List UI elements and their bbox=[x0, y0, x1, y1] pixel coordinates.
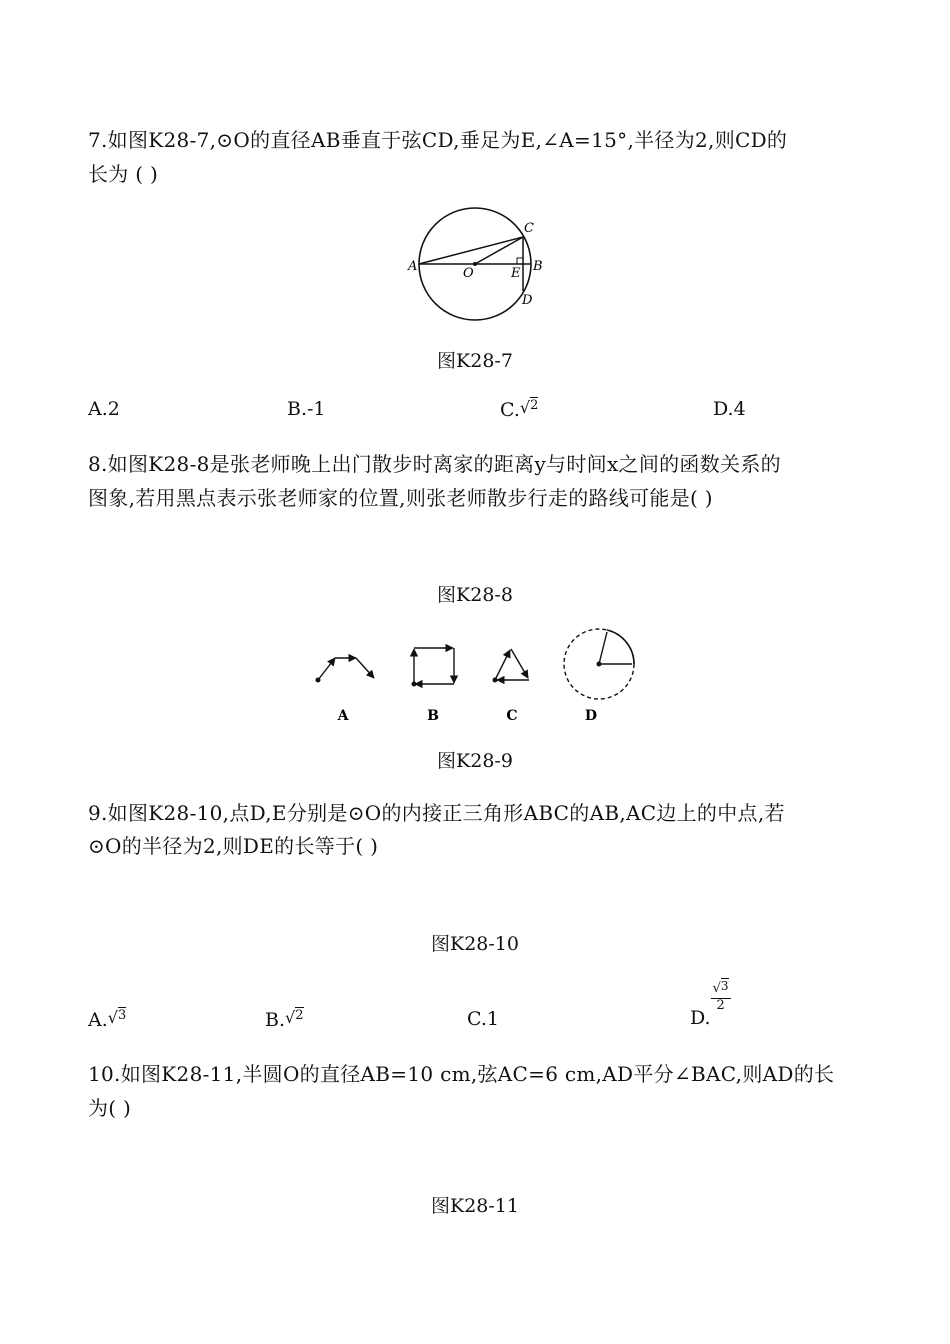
q9-option-d-radicand: 3 bbox=[720, 979, 729, 993]
fraction bbox=[711, 980, 731, 1014]
label-a: A bbox=[408, 259, 418, 274]
q9-figure-caption: 图K28-10 bbox=[431, 933, 519, 955]
q8-line-2: 图象,若用黑点表示张老师家的位置,则张老师散步行走的路线可能是( ) bbox=[88, 486, 713, 510]
sqrt-symbol: √$^3$ bbox=[107, 1008, 127, 1027]
q7-option-c-prefix: C. bbox=[500, 399, 520, 421]
q8-figure-caption-2: 图K28-9 bbox=[437, 750, 513, 772]
route-label-d: D bbox=[584, 708, 598, 724]
label-e: E bbox=[511, 266, 521, 281]
q9-option-b-radicand: 2 bbox=[295, 1008, 304, 1023]
label-d: D bbox=[522, 293, 533, 308]
label-b: B bbox=[533, 259, 543, 274]
q7-option-b: B.-1 bbox=[287, 398, 326, 420]
q9-option-a-radicand: 3 bbox=[117, 1008, 127, 1023]
route-label-c: C bbox=[506, 708, 518, 724]
route-figures bbox=[300, 622, 650, 732]
q10-figure-caption: 图K28-11 bbox=[431, 1195, 519, 1217]
q7-option-d: D.4 bbox=[713, 398, 746, 420]
route-label-a: A bbox=[337, 708, 349, 724]
chord-ac bbox=[419, 237, 523, 264]
q9-option-a-prefix: A. bbox=[88, 1009, 108, 1031]
q7-line-1: 7.如图K28-7,⊙O的直径AB垂直于弦CD,垂足为E,∠A=15°,半径为2,则CD的 bbox=[88, 128, 788, 152]
sqrt-symbol: √$^2$ bbox=[285, 1008, 304, 1027]
route-b-path bbox=[412, 648, 455, 687]
q9-option-b bbox=[265, 1008, 304, 1031]
q9-option-a bbox=[88, 1008, 126, 1031]
q10-line-1: 10.如图K28-11,半圆O的直径AB=10 cm,弦AC=6 cm,AD平分∠BAC,则AD的长 bbox=[88, 1062, 835, 1086]
label-o: O bbox=[463, 266, 474, 281]
sqrt-symbol: √3 bbox=[712, 979, 729, 996]
q9-option-b-prefix: B. bbox=[265, 1009, 286, 1031]
right-angle-mark bbox=[517, 258, 523, 264]
route-d-path bbox=[564, 629, 634, 699]
route-label-b: B bbox=[427, 708, 439, 724]
q7-option-a: A.2 bbox=[88, 398, 120, 420]
q8-figure-caption-1: 图K28-8 bbox=[437, 584, 513, 606]
label-c: C bbox=[524, 221, 534, 236]
q9-option-d-prefix: D. bbox=[690, 1006, 711, 1029]
sqrt-symbol: √$^2$ bbox=[519, 398, 539, 417]
route-a-path bbox=[316, 658, 375, 683]
q7-figure-caption: 图K28-7 bbox=[437, 350, 513, 372]
q7-option-c-radicand: 2 bbox=[530, 398, 539, 413]
q7-line-2: 长为 ( ) bbox=[88, 162, 159, 186]
route-c-path bbox=[493, 649, 530, 683]
radius-oc bbox=[475, 237, 523, 264]
q9-line-2: ⊙O的半径为2,则DE的长等于( ) bbox=[88, 834, 379, 858]
q9-line-1: 9.如图K28-10,点D,E分别是⊙O的内接正三角形ABC的AB,AC边上的中点,若 bbox=[88, 801, 785, 825]
q9-option-d bbox=[690, 980, 731, 1029]
q7-circle-figure bbox=[400, 200, 550, 325]
q7-option-c bbox=[500, 398, 538, 421]
q8-line-1: 8.如图K28-8是张老师晚上出门散步时离家的距离y与时间x之间的函数关系的 bbox=[88, 452, 781, 476]
q9-option-d-denominator: 2 bbox=[716, 997, 725, 1013]
q10-line-2: 为( ) bbox=[88, 1096, 132, 1120]
q9-option-c: C.1 bbox=[467, 1008, 499, 1030]
